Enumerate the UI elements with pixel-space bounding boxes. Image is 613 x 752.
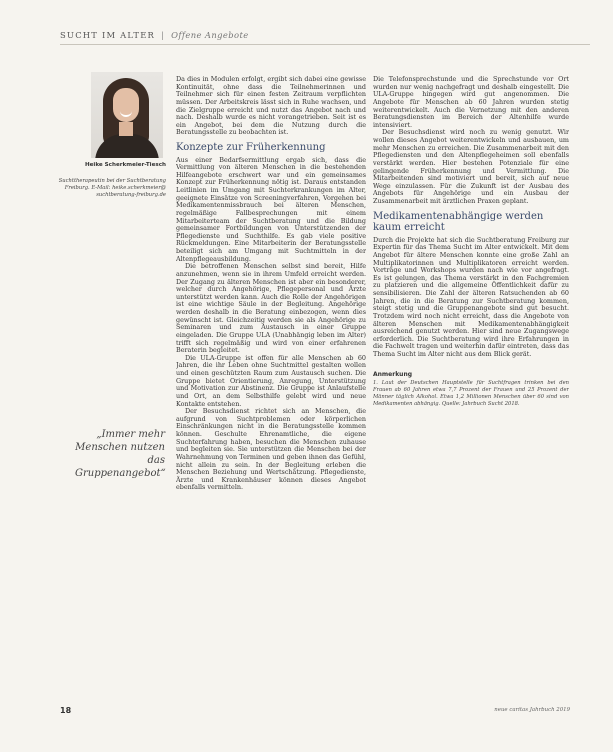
header-rule	[60, 44, 590, 45]
page-number: 18	[60, 706, 72, 715]
paragraph: Der Besuchsdienst wird noch zu wenig genutzt. Wir wollen dieses Angebot weiterentwickeln und ausbauen, um mehr Menschen zu erreichen. Die Zusammenarbeit mit den Pflegediensten und den Altenpflegeheimen soll ebenfalls verstärkt werden. Hier bestehen Potenziale für eine gelingende Früherkennung und Vermittlung. Die Mitarbeitenden sind motiviert und bereit, sich auf neue Wege einzulassen. Für die Zukunft ist der Ausbau des Angebots für Angehörige und ein Ausbau der Zusammenarbeit mit ärztlichen Praxen geplant.	[373, 128, 569, 205]
paragraph: Die Telefonsprechstunde und die Sprechstunde vor Ort wurden nur wenig nachgefragt und deshalb eingestellt. Die ULA-Gruppe hingegen wird gut angenommen. Die Angebote für Menschen ab 60 Jahren wurden stetig weiterentwickelt. Auch die Vernetzung mit den anderen Beratungsdiensten im Bereich der Altenhilfe wurde intensiviert.	[373, 76, 569, 129]
paragraph: Der Besuchsdienst richtet sich an Menschen, die aufgrund von Suchtproblemen oder körperlichen Einschränkungen nicht in die Beratungsstelle kommen können. Geschulte Ehrenamtliche, die eigene Suchterfahrung haben, besuchen die Menschen zuhause und begleiten sie. Sie unterstützen die Menschen bei der Wahrnehmung von Terminen und geben ihnen das Gefühl, nicht allein zu sein. In der Begleitung erleben die Menschen Beziehung und Wertschätzung. Pflegedienste, Ärzte und Krankenhäuser können dieses Angebot ebenfalls vermitteln.	[176, 407, 366, 492]
paragraph: Durch die Projekte hat sich die Suchtberatung Freiburg zur Expertin für das Thema Sucht im Alter entwickelt. Mit dem Angebot für ältere Menschen konnte eine große Zahl an Multiplikatorinnen und Multiplikatoren erreicht werden. Vorträge und Workshops wurden nach wie vor angefragt. Es ist gelungen, das Thema verstärkt in den Fachgremien zu platzieren und die allgemeine Öffentlichkeit dafür zu sensibilisieren. Die Zahl der älteren Ratsuchenden ab 60 Jahren, die in die Beratung zur Suchtberatung kommen, steigt stetig und die Gruppenangebote sind gut besucht. Trotzdem wird noch nicht erreicht, dass die Angebote von älteren Menschen mit Medikamentenabhängigkeit ausreichend genutzt werden. Hier sind neue Zugangswege erforderlich. Die Suchtberatung wird ihre Erfahrungen in die Fachwelt tragen und weiterhin dafür eintreten, dass das Thema Sucht im Alter nicht aus dem Blick gerät.	[373, 235, 569, 358]
text-column-2	[373, 76, 569, 720]
author-name: Heike Scherkmeier-Tiesch	[84, 162, 166, 168]
author-bio: Suchttherapeutin bei der Suchtberatung Freiburg. E-Mail: heike.scherkmeier@ suchtberatung-freiburg.de	[58, 178, 166, 198]
section-heading: Konzepte zur Früherkennung	[176, 142, 326, 153]
footnote-text: 1. Laut der Deutschen Hauptstelle für Suchtfragen trinken bei den Frauen ab 60 Jahren etwa 7,7 Prozent der Frauen und 25 Prozent der Männer täglich Alkohol. Etwa 1,2 Millionen Menschen über 60 sind von Medikamenten abhängig. Quelle: Jahrbuch Sucht 2018.	[373, 380, 569, 408]
running-header	[60, 30, 590, 44]
author-photo	[91, 72, 163, 158]
pull-quote: „Immer mehr Menschen nutzen das Gruppenangebot“	[75, 429, 166, 479]
footnote-title: Anmerkung	[373, 370, 413, 378]
paragraph: Da dies in Modulen erfolgt, ergibt sich dabei eine gewisse Kontinuität, ohne dass die Teilnehmerinnen und Teilnehmer sich für einen festen Zeitraum verpflichten müssen. Der Arbeitskreis lässt sich in Ruhe wachsen, und die Zielgruppe erreicht und nutzt das Angebot nach und nach. Deshalb wurde es nicht vorangetrieben. Seit ist es ein Angebot, bei dem die Nutzung durch die Beratungsstelle zu beobachten ist.	[176, 76, 366, 137]
section-heading: Medikamentenabhängige werden kaum erreicht	[373, 210, 544, 234]
header-section: SUCHT IM ALTER	[60, 30, 156, 40]
paragraph: Die ULA-Gruppe ist offen für alle Menschen ab 60 Jahren, die ihr Leben ohne Suchtmittel gestalten wollen und einen geschützten Raum zum Austausch suchen. Die Gruppe bietet Orientierung, Anregung, Unterstützung und Motivation zur Abstinenz. Die Gruppe ist Anlaufstelle und Ort, an dem Selbsthilfe gelebt wird und neue Kontakte entstehen.	[176, 353, 366, 408]
paragraph: Die betroffenen Menschen selbst sind bereit, Hilfe anzunehmen, wenn sie in ihrem Umfeld erreicht werden. Der Zugang zu älteren Menschen ist aber ein besonderer, welcher durch Angehörige, Pflegepersonal und Ärzte unterstützt werden kann. Auch die Rolle der Angehörigen ist eine wichtige Säule in der Begleitung. Angehörige werden deshalb in die Beratung einbezogen, wenn dies gewünscht ist. Gleichzeitig werden sie als Angehörige zu Seminaren und zum Austausch in einer Gruppe eingeladen. Die Gruppe ULA (Unabhängig leben im Alter) trifft sich regelmäßig und wird von einer erfahrenen Beraterin begleitet.	[176, 262, 366, 355]
header-separator: |	[161, 30, 166, 40]
text-column-1	[176, 76, 366, 720]
journal-footer: neue caritas Jahrbuch 2019	[494, 707, 570, 713]
header-subtitle: Offene Angebote	[171, 30, 249, 40]
paragraph: Aus einer Bedarfsermittlung ergab sich, dass die Vermittlung von älteren Menschen in die bestehenden Hilfeangebote erschwert war und ein gemeinsames Konzept zur Früherkennung nötig ist. Daraus entstanden Leitlinien im Umgang mit Suchterkrankungen im Alter, geeignete Einsätze von Screeningverfahren, Vorgehen bei Medikamentenmissbrauch bei älteren Menschen, regelmäßige Fallbesprechungen mit einem Mitarbeiterteam der Suchtberatung und die Bildung gemeinsamer Fortbildungen von Unterstützenden der Pflegedienste und Suchthilfe. Es gab viele positive Rückmeldungen. Eine Mitarbeiterin der Beratungsstelle beteiligt sich am Umgang mit Suchtmitteln in der Altenpflegeausbildung.	[176, 155, 366, 263]
